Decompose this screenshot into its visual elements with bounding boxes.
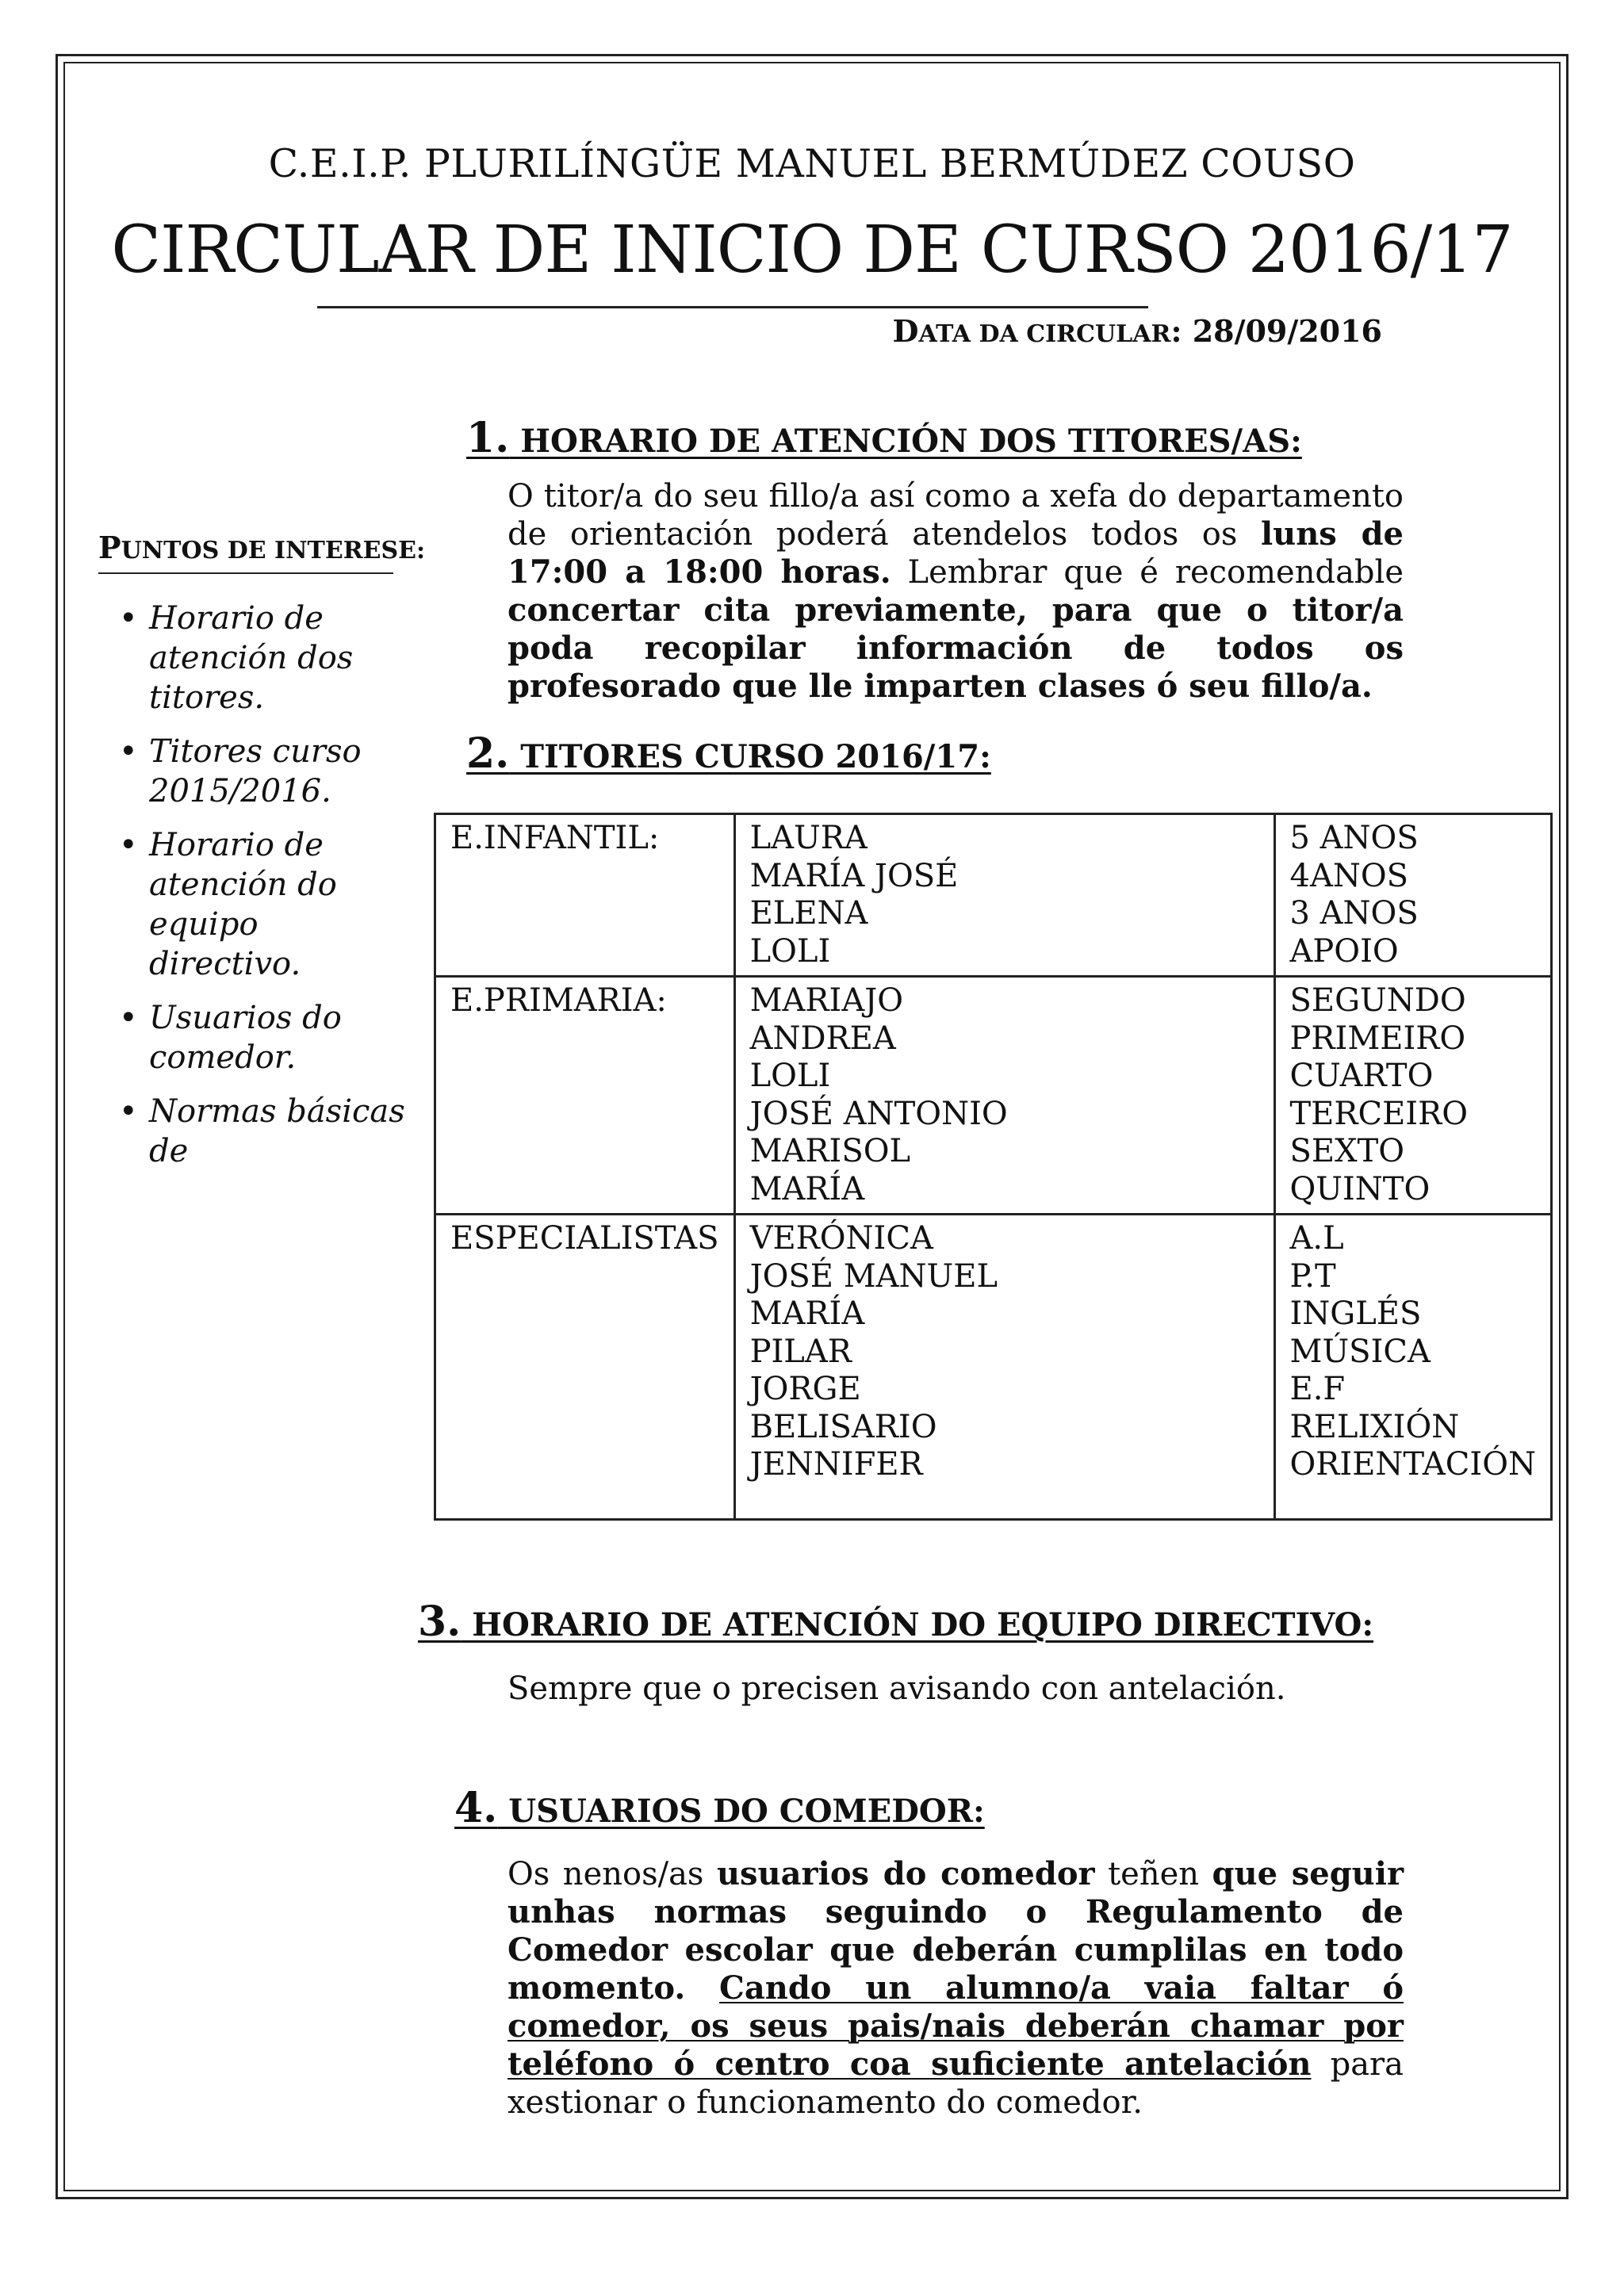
table-row xyxy=(435,977,1552,1215)
table-row xyxy=(435,1215,1552,1520)
circular-date xyxy=(893,313,1382,349)
bullet-icon: • xyxy=(119,827,138,863)
sidebar-heading xyxy=(98,530,425,565)
section-1-heading xyxy=(466,414,1302,462)
section-3-heading xyxy=(418,1598,1373,1646)
names-cell xyxy=(734,1215,1274,1520)
group-name: CUARTO xyxy=(1289,1058,1434,1094)
section-number: 2. xyxy=(466,729,510,778)
sidebar-item xyxy=(98,825,416,984)
stage-cell xyxy=(435,977,735,1215)
section-title: HORARIO DE ATENCIÓN DOS TITORES/AS: xyxy=(509,423,1302,460)
tutor-name: LAURA xyxy=(749,820,868,856)
tutor-name: ANDREA xyxy=(749,1020,896,1057)
group-name: APOIO xyxy=(1289,932,1399,970)
sidebar-item-label: Normas básicas de xyxy=(149,1093,405,1169)
sidebar-heading-rest: UNTOS DE INTERESE: xyxy=(121,537,426,564)
date-label-rest: ATA DA CIRCULAR xyxy=(918,320,1171,348)
stage-label: E.INFANTIL: xyxy=(450,820,660,856)
section-number: 3. xyxy=(418,1598,462,1646)
tutor-name: LOLI xyxy=(749,932,831,970)
section-number: 1. xyxy=(466,414,510,462)
table-row xyxy=(435,814,1552,977)
section-1-text xyxy=(508,477,1404,706)
group-name: 3 ANOS xyxy=(1289,895,1419,932)
tutor-name: JOSÉ ANTONIO xyxy=(749,1095,1008,1132)
sidebar-item-label: Horario de atención dos titores. xyxy=(149,600,354,716)
groups-cell xyxy=(1274,814,1552,977)
section-4-heading xyxy=(454,1784,985,1832)
text-bold: luns de 17:00 a 18:00 horas. xyxy=(508,515,1404,591)
sidebar-heading-initial: P xyxy=(98,530,121,565)
tutor-name: MARIAJO xyxy=(749,982,904,1019)
sidebar-item-label: Usuarios do comedor. xyxy=(149,1000,342,1076)
sidebar-list xyxy=(98,599,416,1169)
group-name: 4ANOS xyxy=(1289,857,1409,894)
tutor-name: MARÍA xyxy=(749,1170,865,1207)
stage-cell xyxy=(435,814,735,977)
sidebar-item-label: Horario de atención do equipo directivo. xyxy=(149,827,337,982)
stage-label: ESPECIALISTAS xyxy=(450,1220,719,1257)
tutor-name: PILAR xyxy=(749,1333,852,1370)
page-title: CIRCULAR DE INICIO DE CURSO 2016/17 xyxy=(111,212,1513,288)
text-run: Lembrar que é recomendable xyxy=(891,554,1404,591)
text-run: Os nenos/as xyxy=(508,1856,717,1892)
text-run: para xestionar o funcionamento do comedor. xyxy=(508,2046,1404,2121)
sidebar-item xyxy=(98,732,416,811)
groups-cell xyxy=(1274,977,1552,1215)
tutor-name: JOSÉ MANUEL xyxy=(749,1257,998,1295)
stage-cell xyxy=(435,1215,735,1520)
tutor-name: BELISARIO xyxy=(749,1408,937,1445)
group-name: SEXTO xyxy=(1289,1133,1405,1169)
names-cell xyxy=(734,977,1274,1215)
group-name: 5 ANOS xyxy=(1289,820,1419,856)
text-bold: concertar cita previamente, para que o titor/a poda recopilar información de todos os profesorado que lle imparten clases ó seu fillo/a. xyxy=(508,591,1404,705)
text-bold: que seguir unhas normas seguindo o Regulamento de Comedor escolar que deberán cumplilas en todo momento. xyxy=(508,1855,1404,2007)
date-label-initial: D xyxy=(892,313,919,349)
bullet-icon: • xyxy=(119,733,138,770)
section-3-text: Sempre que o precisen avisando con antelación. xyxy=(508,1670,1286,1707)
school-name: C.E.I.P. PLURILÍNGÜE MANUEL BERMÚDEZ COUSO xyxy=(268,141,1356,186)
group-name: MÚSICA xyxy=(1289,1333,1431,1370)
groups-cell xyxy=(1274,1215,1552,1520)
text-bold: usuarios do comedor xyxy=(716,1855,1095,1892)
text-run: O titor/a do seu fillo/a así como a xefa do departamento de orientación poderá atendelos todos os xyxy=(508,478,1404,553)
bullet-icon: • xyxy=(119,1093,138,1130)
sidebar-item-label: Titores curso 2015/2016. xyxy=(149,733,362,809)
group-name: E.F xyxy=(1289,1371,1346,1407)
group-name: P.T xyxy=(1289,1257,1336,1295)
group-name: QUINTO xyxy=(1289,1170,1431,1207)
tutor-name: MARISOL xyxy=(749,1133,911,1169)
tutor-name: JORGE xyxy=(749,1371,861,1407)
tutor-name: LOLI xyxy=(749,1058,831,1094)
date-value: : 28/09/2016 xyxy=(1170,313,1382,349)
group-name: ORIENTACIÓN xyxy=(1289,1446,1536,1483)
tutor-name: JENNIFER xyxy=(749,1446,923,1483)
tutor-name: VERÓNICA xyxy=(749,1220,933,1257)
bullet-icon: • xyxy=(119,1000,138,1036)
text-run: teñen xyxy=(1094,1856,1212,1892)
tutor-name: MARÍA JOSÉ xyxy=(749,857,959,894)
section-2-heading xyxy=(466,729,991,778)
sidebar-item xyxy=(98,998,416,1077)
sidebar-item xyxy=(98,599,416,718)
group-name: SEGUNDO xyxy=(1289,982,1466,1019)
stage-label: E.PRIMARIA: xyxy=(450,982,667,1019)
sidebar-divider xyxy=(98,572,393,574)
group-name: A.L xyxy=(1289,1220,1344,1257)
group-name: PRIMEIRO xyxy=(1289,1020,1466,1057)
group-name: TERCEIRO xyxy=(1289,1095,1469,1132)
section-title: USUARIOS DO COMEDOR: xyxy=(497,1793,985,1830)
text-bold-underlined: Cando un alumno/a vaia faltar ó comedor, os seus pais/nais deberán chamar por teléfono ó centro coa suficiente antelación xyxy=(508,1969,1404,2083)
section-4-text xyxy=(508,1855,1404,2123)
bullet-icon: • xyxy=(119,600,138,637)
group-name: RELIXIÓN xyxy=(1289,1408,1460,1445)
names-cell xyxy=(734,814,1274,977)
section-title: HORARIO DE ATENCIÓN DO EQUIPO DIRECTIVO: xyxy=(461,1606,1374,1644)
tutors-table xyxy=(434,813,1553,1521)
tutor-name: ELENA xyxy=(749,895,868,932)
sidebar-item xyxy=(98,1092,416,1171)
tutor-name: MARÍA xyxy=(749,1295,865,1332)
title-divider xyxy=(317,306,1148,308)
group-name: INGLÉS xyxy=(1289,1295,1422,1332)
section-number: 4. xyxy=(454,1784,498,1832)
section-title: TITORES CURSO 2016/17: xyxy=(509,738,991,775)
